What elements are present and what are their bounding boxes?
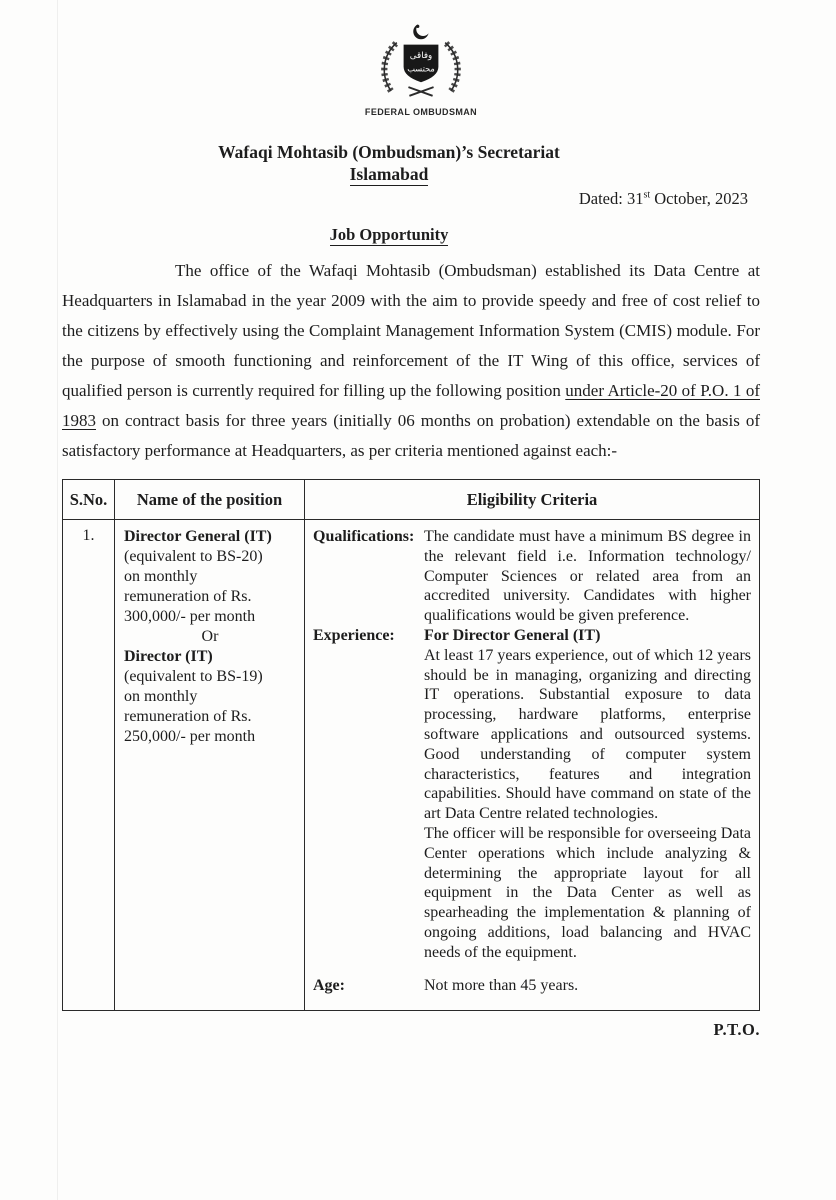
- position-line: Director (IT): [124, 648, 213, 665]
- position-line: 250,000/- per month: [124, 728, 256, 745]
- intro-text-1: The office of the Wafaqi Mohtasib (Ombudsman) established its Data Centre at Headquarters in Islamabad in the year 2009 with the aim to provide speedy and free of cost relief to the citizens by effectively using the Complaint Management Information System (CMIS) module. For the purpose of smooth functioning and reinforcement of the IT Wing of this office, services of qualified person is currently required for filling up the following position: [62, 261, 760, 400]
- table-header-row: [63, 480, 760, 520]
- federal-ombudsman-emblem: [351, 18, 491, 117]
- crescent-star-icon: [413, 22, 430, 39]
- intro-paragraph: [62, 256, 760, 466]
- intro-text-2: on contract basis for three years (initially 06 months on probation) extendable on the basis of satisfactory performance at Headquarters, as per criteria mentioned against each:-: [62, 411, 760, 460]
- position-line: (equivalent to BS-20): [124, 548, 263, 565]
- experience-label: Experience:: [313, 626, 395, 644]
- job-opportunity-heading: Job Opportunity: [329, 225, 449, 244]
- col-header-sno: S.No.: [63, 480, 115, 520]
- experience-heading: For Director General (IT): [424, 626, 601, 644]
- date-line: Dated: 31st October, 2023: [578, 189, 748, 208]
- experience-paragraph-2: The officer will be responsible for overseeing Data Center operations which include analyzing & determining the appropriate layout for all equipment in the Data Center as well as spearheading the implementation & planning of ongoing additions, load balancing and HVAC needs of the equipment.: [424, 824, 751, 961]
- pto-footer: P.T.O.: [713, 1020, 760, 1040]
- experience-text: [424, 626, 751, 963]
- experience-paragraph-1: At least 17 years experience, out of which 12 years should be in managing, organizing and directing IT operations. Substantial exposure to data processing, hardware platforms, enterprise software applications and outsourced systems. Good understanding of computer system characteristics, features and integration capabilities. Should have command on state of the art Data Centre related technologies.: [424, 646, 751, 823]
- position-line: 300,000/- per month: [124, 608, 256, 625]
- position-line: on monthly: [124, 568, 198, 585]
- cell-position: [115, 520, 305, 1011]
- qualifications-label: Qualifications:: [313, 528, 415, 545]
- position-line: remuneration of Rs.: [124, 588, 252, 605]
- org-city: Islamabad: [349, 164, 429, 184]
- cell-eligibility-criteria: [305, 520, 760, 1011]
- qualifications-text: The candidate must have a minimum BS degree in the relevant field i.e. Information technology/ Computer Sciences or related area from an accredited university. Candidates with higher qualifications would be given preference.: [424, 528, 751, 625]
- positions-table: [62, 479, 760, 1011]
- position-line: remuneration of Rs.: [124, 708, 252, 725]
- position-line: (equivalent to BS-19): [124, 668, 263, 685]
- date-ordinal-suffix: st: [643, 189, 651, 201]
- position-line: Or: [201, 628, 219, 645]
- age-text: Not more than 45 years.: [424, 976, 579, 994]
- position-line: Director General (IT): [124, 528, 272, 545]
- cell-serial-number: 1.: [63, 520, 115, 1011]
- age-label: Age:: [313, 976, 345, 994]
- emblem-urdu-line1: وفاقی: [409, 51, 433, 62]
- emblem-caption: FEDERAL OMBUDSMAN: [364, 107, 478, 117]
- shield-icon: [404, 45, 439, 83]
- table-row: [63, 520, 760, 1011]
- emblem-graphic: [363, 18, 479, 104]
- scan-edge-artifact: [57, 0, 58, 1200]
- col-header-position: Name of the position: [115, 480, 305, 520]
- intro-underlined-clause: under Article-20 of P.O. 1 of 1983: [62, 381, 760, 430]
- org-title: Wafaqi Mohtasib (Ombudsman)’s Secretariat: [218, 142, 560, 162]
- col-header-eligibility: Eligibility Criteria: [305, 480, 760, 520]
- emblem-urdu-line2: محتسب: [407, 63, 435, 74]
- position-line: on monthly: [124, 688, 198, 705]
